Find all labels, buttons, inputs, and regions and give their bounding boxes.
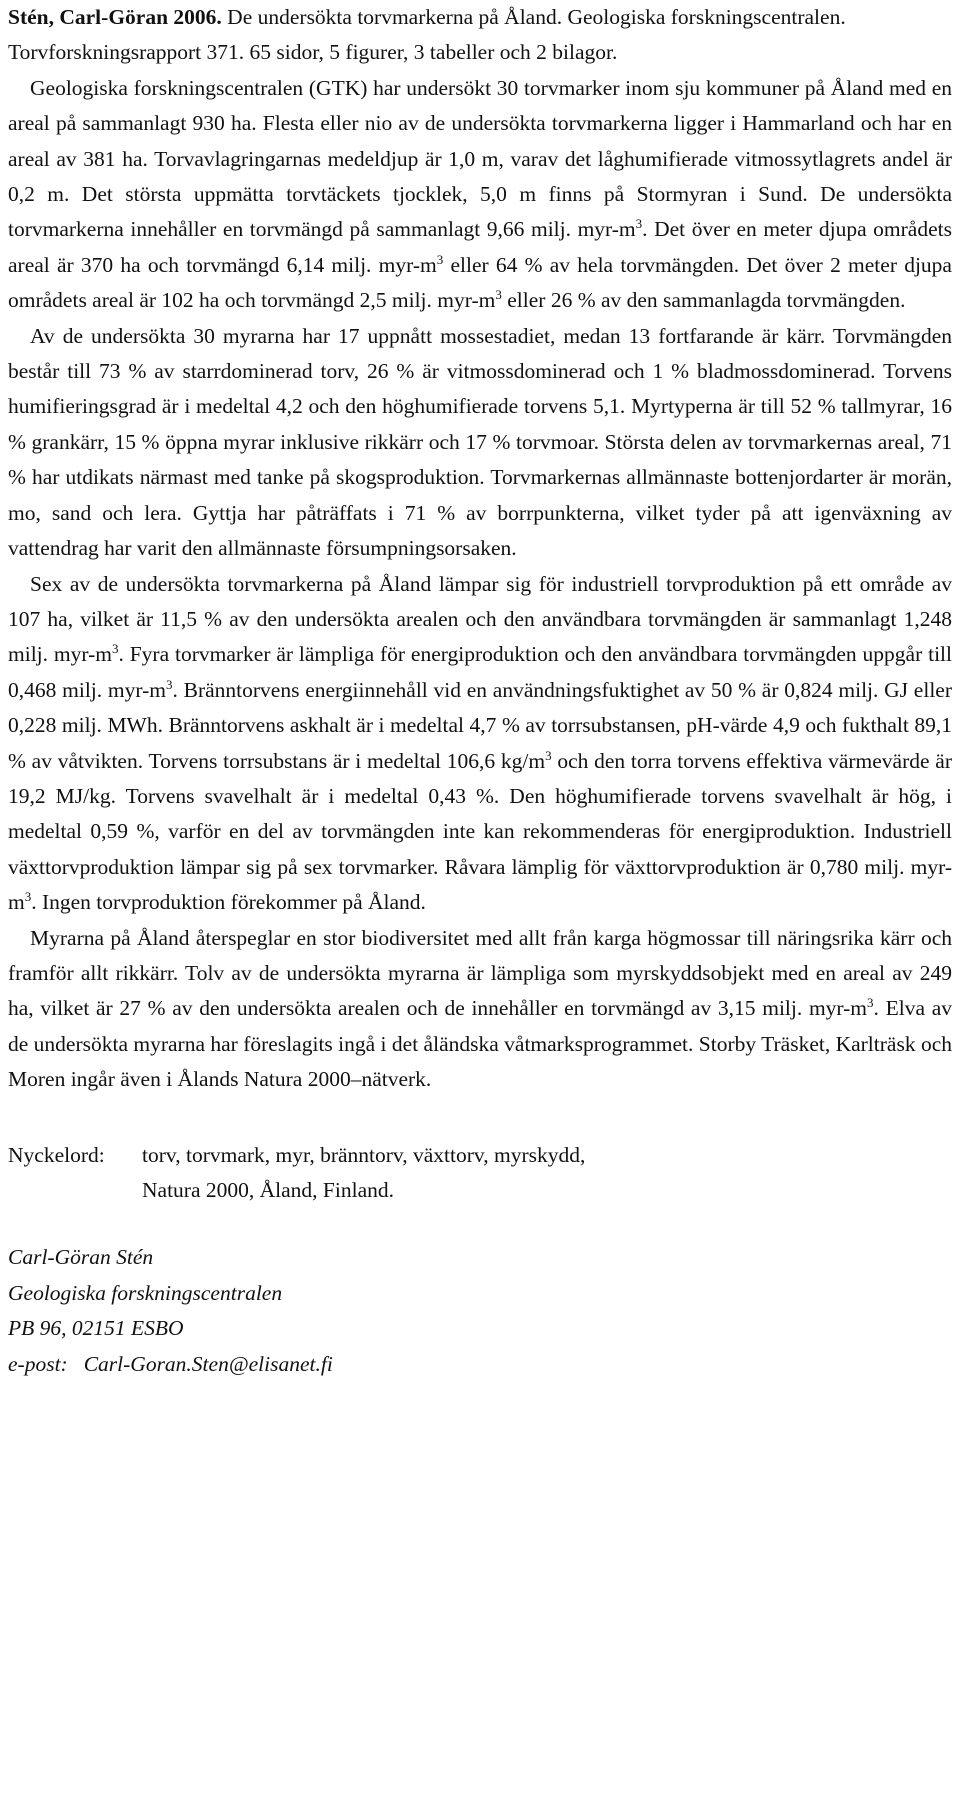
- superscript: 3: [24, 889, 32, 904]
- author-address: [8, 1240, 952, 1382]
- citation-author-year: Stén, Carl-Göran 2006.: [8, 5, 222, 29]
- keywords-label: Nyckelord:: [8, 1142, 105, 1167]
- paragraph-peat-composition: Av de undersökta 30 myrarna har 17 uppnått mossestadiet, medan 13 fortfarande är kärr. Torvmängden består till 73 % av starrdominerad torv, 26 % är vitmossdominerad och 1 % bladmossdominerad. Torvens humifieringsgrad är i medeltal 4,2 och den höghumifierade torvens 5,1. Myrtyperna är till 52 % tallmyrar, 16 % grankärr, 15 % öppna myrar inklusive rikkärr och 17 % torvmoar. Största delen av torvmarkernas areal, 71 % har utdikats närmast med tanke på skogsproduktion. Torvmarkernas allmännaste bottenjordarter är morän, mo, sand och lera. Gyttja har påträffats i 71 % av borrpunkterna, vilket tyder på att igenväxning av vattendrag har varit den allmännaste försumpningsorsaken.: [8, 323, 952, 561]
- text-run: . Det över en meter djupa områdets areal är 370 ha och torvmängd 6,14 milj. myr-m: [8, 217, 952, 277]
- email-label: e-post:: [8, 1351, 68, 1376]
- author-organization: Geologiska forskningscentralen: [8, 1280, 283, 1305]
- text-run: . Bränntorvens energiinnehåll vid en användningsfuktighet av 50 % är 0,824 milj. GJ eller 0,228 milj. MWh. Bränntorvens askhalt är i medeltal 4,7 % av torrsubstansen, pH-värde 4,9 och fukthalt 89,1 % av våtvikten. Torvens torrsubstans är i medeltal 106,6 kg/m: [8, 677, 952, 773]
- superscript: 3: [495, 287, 502, 303]
- text-run: och den torra torvens effektiva värmevärde är 19,2 MJ/kg. Torvens svavelhalt är i medeltal 0,43 %. Den höghumifierade torvens svavelhalt är hög, i medeltal 0,59 %, varför en del av torvmängden inte kan rekommenderas för energiproduktion. Industriell växttorvproduktion lämpar sig på sex torvmarker. Råvara lämplig för växttorvproduktion är 0,780 milj. myr-m: [8, 748, 952, 915]
- text-run: eller 26 % av den sammanlagda torvmängden.: [501, 288, 906, 313]
- email-row: [8, 1347, 952, 1383]
- author-name: Carl-Göran Stén: [8, 1245, 154, 1270]
- citation-text: De undersökta torvmarkerna på Åland. Geologiska forskningscentralen. Torvforskningsrapport 371. 65 sidor, 5 figurer, 3 tabeller och 2 bilagor.: [8, 5, 846, 65]
- paragraph-survey-summary: [8, 71, 952, 319]
- email-address[interactable]: Carl-Goran.Sten@elisanet.fi: [83, 1351, 333, 1376]
- postal-address: PB 96, 02151 ESBO: [8, 1316, 184, 1341]
- paragraph-production-suitability: [8, 567, 952, 921]
- text-run: Myrarna på Åland återspeglar en stor biodiversitet med allt från karga högmossar till näringsrika kärr och framför allt rikkärr. Tolv av de undersökta myrarna är lämpliga som myrskyddsobjekt med en areal av 249 ha, vilket är 27 % av den undersökta arealen och de innehåller en torvmängd av 3,15 milj. myr-m: [8, 925, 952, 1021]
- paragraph-biodiversity: [8, 921, 952, 1098]
- citation: [8, 0, 952, 71]
- superscript: 3: [436, 251, 444, 267]
- text-run: . Elva av de undersökta myrarna har föreslagits ingå i det åländska våtmarksprogrammet. Storby Träsket, Karlträsk och Moren ingår även i Ålands Natura 2000–nätverk.: [8, 996, 952, 1092]
- keywords-line: torv, torvmark, myr, bränntorv, växttorv, myrskydd,: [142, 1142, 586, 1167]
- text-run: Geologiska forskningscentralen (GTK) har undersökt 30 torvmarker inom sju kommuner på Åland med en areal på sammanlagt 930 ha. Flesta eller nio av de undersökta torvmarkerna ligger i Hammarland och har en areal av 381 ha. Torvavlagringarnas medeldjup är 1,0 m, varav det låghumifierade vitmossytlagrets andel är 0,2 m. Det största uppmätta torvtäckets tjocklek, 5,0 m finns på Stormyran i Sund. De undersökta torvmarkerna innehåller en torvmängd på sammanlagt 9,66 milj. myr-m: [8, 75, 952, 242]
- text-run: Sex av de undersökta torvmarkerna på Åland lämpar sig för industriell torvproduktion på ett område av 107 ha, vilket är 11,5 % av den undersökta arealen och den användbara torvmängden är sammanlagt 1,248 milj. myr-m: [8, 571, 952, 667]
- text-run: . Fyra torvmarker är lämpliga för energiproduktion och den användbara torvmängden uppgår till 0,468 milj. myr-m: [8, 642, 952, 702]
- text-run: eller 64 % av hela torvmängden. Det över 2 meter djupa områdets areal är 102 ha och torvmängd 2,5 milj. myr-m: [8, 252, 952, 313]
- superscript: 3: [165, 676, 173, 692]
- superscript: 3: [545, 747, 552, 763]
- superscript: 3: [867, 995, 874, 1011]
- keywords-list: [142, 1138, 952, 1209]
- keywords: [8, 1138, 952, 1209]
- superscript: 3: [635, 216, 643, 232]
- keywords-line: Natura 2000, Åland, Finland.: [142, 1178, 394, 1202]
- superscript: 3: [111, 641, 119, 657]
- text-run: . Ingen torvproduktion förekommer på Åland.: [31, 890, 426, 915]
